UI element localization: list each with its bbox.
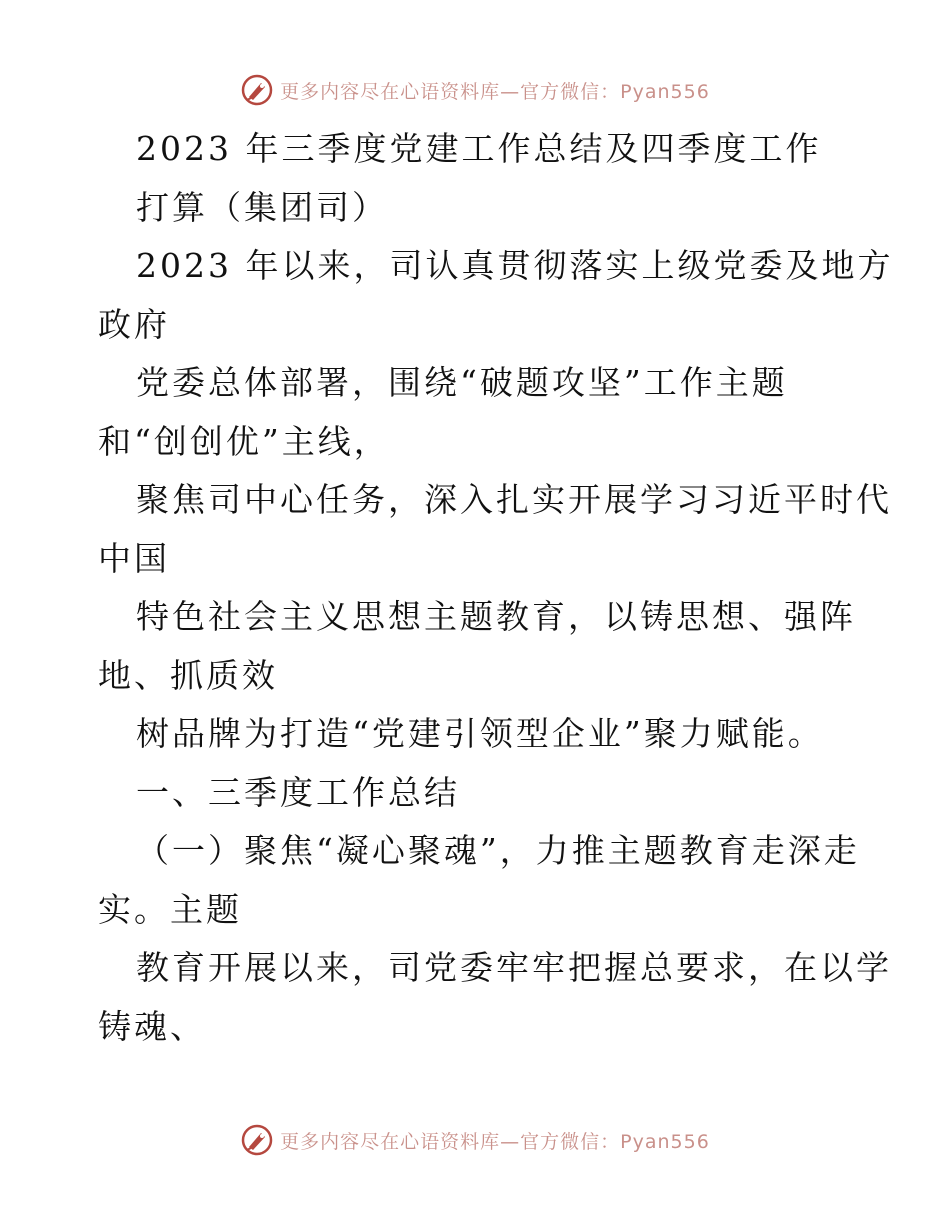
doc-line: 地、抓质效 [98,655,278,695]
section-heading: 一、三季度工作总结 [136,772,460,812]
doc-line: 2023 年三季度党建工作总结及四季度工作 [136,129,822,168]
doc-line: 党委总体部署，围绕“破题攻坚”工作主题 [136,363,788,402]
pen-nib-seal-icon [240,1123,274,1157]
doc-line: 打算（集团司） [136,187,388,227]
doc-line: 2023 年以来，司认真贯彻落实上级党委及地方 [136,246,894,285]
watermark-text: 更多内容尽在心语资料库—官方微信：Pyan556 [280,80,710,103]
document-body [98,120,894,1056]
doc-line: 特色社会主义思想主题教育，以铸思想、强阵 [136,597,856,636]
doc-line: 教育开展以来，司党委牢牢把握总要求，在以学 [136,948,892,987]
doc-line: 和“创创优”主线， [98,421,390,461]
watermark-text: 更多内容尽在心语资料库—官方微信：Pyan556 [280,1130,710,1153]
doc-line: 中国 [98,538,170,578]
header-watermark [0,70,950,110]
doc-line: 铸魂、 [98,1006,206,1046]
doc-line: 聚焦司中心任务，深入扎实开展学习习近平时代 [136,480,892,519]
pen-nib-seal-icon [240,73,274,107]
doc-line: 实。主题 [98,889,242,929]
doc-line: 树品牌为打造“党建引领型企业”聚力赋能。 [136,714,824,753]
footer-watermark [0,1120,950,1160]
doc-line: 政府 [98,304,170,344]
doc-line: （一）聚焦“凝心聚魂”，力推主题教育走深走 [136,831,860,870]
